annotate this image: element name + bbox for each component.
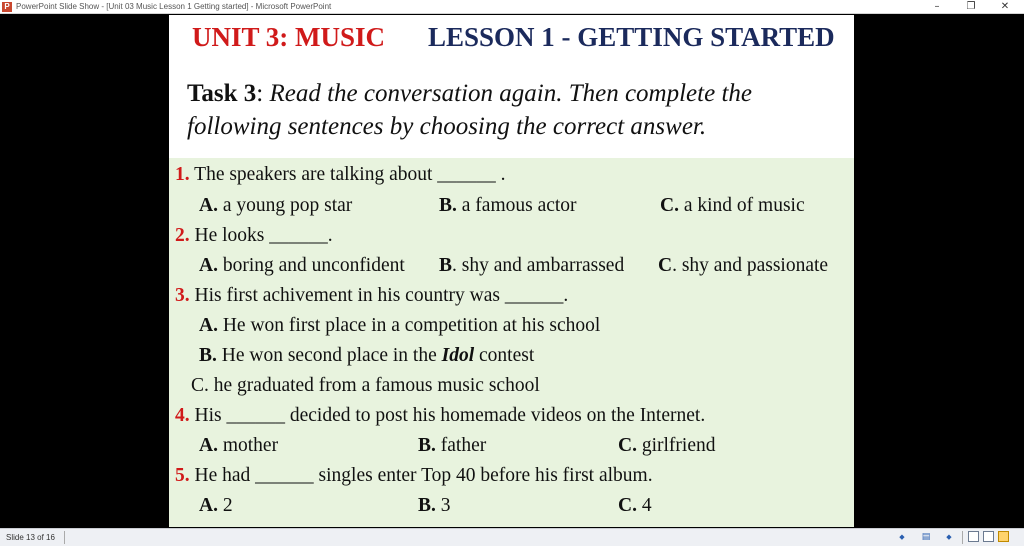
unit-title: UNIT 3: MUSIC [192,22,386,52]
slide[interactable] [169,15,854,527]
question-number: 4. [175,405,190,426]
question-text: His first achivement in his country was ______. [194,285,569,306]
window-title-bar [0,0,1024,14]
slide-sorter-view-icon[interactable] [983,531,994,542]
option-5c: C. 4 [618,495,652,516]
status-bar [0,528,1024,546]
question-text: The speakers are talking about ______ . [194,164,506,185]
question-3 [175,283,568,309]
option-2c: C. shy and passionate [658,255,829,276]
question-number: 2. [175,225,190,246]
option-4c: C. girlfriend [618,435,716,456]
question-number: 3. [175,285,190,306]
option-5b: B. 3 [418,495,451,516]
next-slide-icon[interactable]: ◆ [946,533,952,541]
questions-area [169,158,854,527]
task-text: Read the conversation again. Then complete the following sentences by choosing the correct answer. [187,80,752,140]
option-1a: A. a young pop star [199,195,353,216]
status-divider [962,531,963,544]
task-label: Task 3 [187,80,257,107]
slide-show-view-icon[interactable] [998,531,1009,542]
answer-blank: ______ [255,465,314,486]
previous-slide-icon[interactable]: ◆ [899,533,905,541]
option-1c: C. a kind of music [660,195,805,216]
question-number: 1. [175,164,190,185]
question-number: 5. [175,465,190,486]
window-title: PowerPoint Slide Show - [Unit 03 Music Lesson 1 Getting started] - Microsoft PowerPoint [16,2,332,11]
question-4: 4. His ______ decided to post his homemade videos on the Internet. [175,405,706,426]
close-button[interactable]: ✕ [1000,1,1010,12]
slide-menu-icon[interactable]: ▤ [921,532,931,542]
question-5: 5. He had ______ singles enter Top 40 before his first album. [175,465,653,486]
option-3b: B. He won second place in the Idol contest [199,345,535,366]
slide-header [169,15,854,158]
normal-view-icon[interactable] [968,531,979,542]
option-5a: A. 2 [199,495,233,516]
maximize-button[interactable]: ❐ [966,1,976,12]
minimize-button[interactable]: – [934,1,940,12]
question-text: He looks ______. [194,225,333,246]
option-4a: A. mother [199,435,279,456]
option-2a: A. boring and unconfident [199,255,405,276]
option-3a: A. He won first place in a competition at his school [199,315,601,336]
question-2 [175,223,333,249]
slide-counter: Slide 13 of 16 [6,533,55,542]
status-divider [64,531,65,544]
option-1b: B. a famous actor [439,195,577,216]
option-3c: C. he graduated from a famous music school [191,375,540,396]
option-4b: B. father [418,435,487,456]
powerpoint-app-icon: P [2,2,12,12]
question-1 [175,162,506,188]
task-instruction: Task 3: Read the conversation again. Then complete the following sentences by choosing the correct answer. [187,80,752,140]
lesson-title: LESSON 1 - GETTING STARTED [428,22,835,52]
answer-blank: ______ [226,405,285,426]
option-2b: B. shy and ambarrassed [439,255,625,276]
